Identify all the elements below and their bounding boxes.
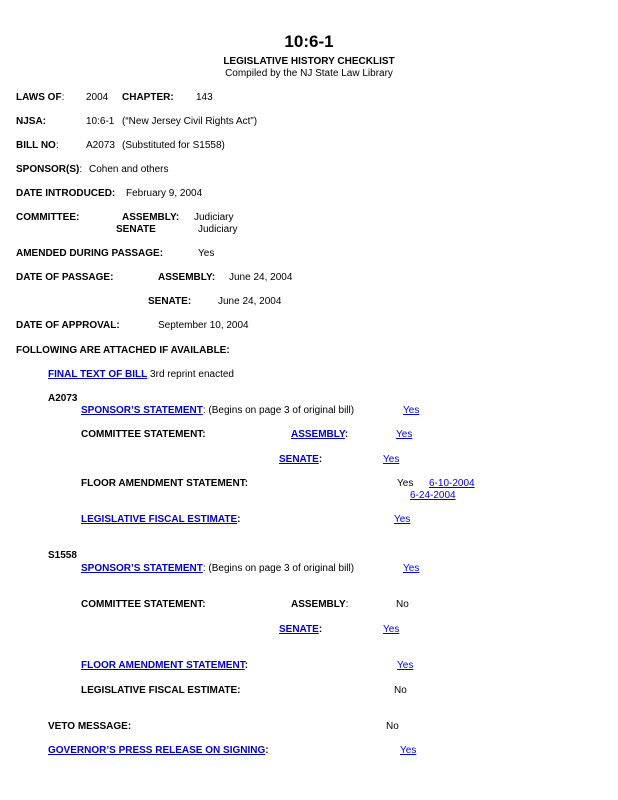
- a2073-senate-colon: :: [318, 454, 323, 465]
- s1558-senate-link[interactable]: SENATE: [279, 624, 319, 635]
- s1558-sponsor-statement-yes-link[interactable]: Yes: [403, 563, 420, 574]
- bill-no-label: BILL NO: [16, 140, 56, 151]
- s1558-floor-link[interactable]: FLOOR AMENDMENT STATEMENT: [81, 660, 245, 671]
- sponsors-label: SPONSOR(S): [16, 164, 80, 175]
- date-of-approval-label: DATE OF APPROVAL:: [16, 320, 120, 331]
- governor-row: [48, 745, 269, 757]
- a2073-sponsor-statement-link[interactable]: SPONSOR’S STATEMENT: [81, 405, 203, 416]
- laws-of-year: 2004: [86, 92, 109, 103]
- date-of-passage-label: DATE OF PASSAGE:: [16, 272, 114, 283]
- laws-of-colon: :: [61, 92, 65, 103]
- a2073-floor-date1-link[interactable]: 6-10-2004: [429, 478, 475, 489]
- s1558-assembly-colon: :: [345, 599, 349, 610]
- passage-senate-value: June 24, 2004: [218, 296, 282, 307]
- s1558-heading: S1558: [48, 550, 77, 561]
- date-introduced-value: February 9, 2004: [126, 188, 203, 199]
- a2073-sponsor-statement-row: [81, 405, 354, 417]
- bill-no-note: (Substituted for S1558): [122, 140, 225, 151]
- veto-label: VETO MESSAGE:: [48, 721, 132, 732]
- sponsors-colon: :: [79, 164, 83, 175]
- committee-senate-value: Judiciary: [198, 224, 238, 235]
- a2073-fiscal-colon: :: [237, 514, 241, 525]
- committee-senate-label: SENATE: [116, 224, 156, 235]
- s1558-fiscal-label: LEGISLATIVE FISCAL ESTIMATE:: [81, 685, 241, 696]
- amended-label: AMENDED DURING PASSAGE:: [16, 248, 164, 259]
- s1558-senate-row: [279, 624, 322, 636]
- bill-no-value: A2073: [86, 140, 115, 151]
- s1558-sponsor-statement-note: : (Begins on page 3 of original bill): [202, 563, 355, 574]
- passage-assembly-label: ASSEMBLY:: [158, 272, 216, 283]
- s1558-floor-yes-link[interactable]: Yes: [397, 660, 414, 671]
- chapter-label: CHAPTER:: [122, 92, 174, 103]
- chapter-value: 143: [196, 92, 213, 103]
- governor-colon: :: [265, 745, 269, 756]
- s1558-floor-row: [81, 660, 248, 672]
- a2073-assembly-yes-link[interactable]: Yes: [396, 429, 413, 440]
- a2073-assembly-row: [291, 429, 348, 441]
- final-text-note: 3rd reprint enacted: [150, 369, 234, 380]
- njsa-value: 10:6-1: [86, 116, 115, 127]
- a2073-senate-link[interactable]: SENATE: [279, 454, 319, 465]
- njsa-label: NJSA:: [16, 116, 47, 127]
- bill-no-row: [16, 140, 59, 152]
- a2073-fiscal-yes-link[interactable]: Yes: [394, 514, 411, 525]
- a2073-fiscal-row: [81, 514, 240, 526]
- following-heading: FOLLOWING ARE ATTACHED IF AVAILABLE:: [16, 345, 230, 356]
- laws-of-label: LAWS OF: [16, 92, 62, 103]
- a2073-assembly-link[interactable]: ASSEMBLY: [291, 429, 345, 440]
- a2073-senate-row: [279, 454, 322, 466]
- a2073-floor-date2-link[interactable]: 6-24-2004: [410, 490, 456, 501]
- committee-label: COMMITTEE:: [16, 212, 80, 223]
- a2073-fiscal-link[interactable]: LEGISLATIVE FISCAL ESTIMATE: [81, 514, 238, 525]
- final-text-link[interactable]: FINAL TEXT OF BILL: [48, 369, 148, 380]
- njsa-note: (“New Jersey Civil Rights Act”): [122, 116, 258, 127]
- date-of-approval-value: September 10, 2004: [158, 320, 249, 331]
- s1558-senate-yes-link[interactable]: Yes: [383, 624, 400, 635]
- compiled-by: Compiled by the NJ State Law Library: [225, 68, 393, 79]
- s1558-sponsor-statement-link[interactable]: SPONSOR’S STATEMENT: [81, 563, 203, 574]
- final-text-row: [48, 369, 234, 381]
- governor-yes-link[interactable]: Yes: [400, 745, 417, 756]
- passage-senate-label: SENATE:: [148, 296, 192, 307]
- a2073-heading: A2073: [48, 393, 78, 404]
- a2073-assembly-colon: :: [344, 429, 349, 440]
- a2073-floor-value: Yes: [397, 478, 414, 489]
- passage-assembly-value: June 24, 2004: [229, 272, 293, 283]
- amended-value: Yes: [198, 248, 215, 259]
- date-introduced-label: DATE INTRODUCED:: [16, 188, 116, 199]
- checklist-subtitle: LEGISLATIVE HISTORY CHECKLIST: [223, 56, 395, 67]
- a2073-sponsor-statement-note: : (Begins on page 3 of original bill): [202, 405, 355, 416]
- committee-assembly-label: ASSEMBLY:: [122, 212, 180, 223]
- committee-assembly-value: Judiciary: [194, 212, 234, 223]
- bill-no-colon: :: [55, 140, 59, 151]
- a2073-sponsor-statement-yes-link[interactable]: Yes: [403, 405, 420, 416]
- page-title: 10:6-1: [284, 32, 334, 51]
- s1558-senate-colon: :: [318, 624, 323, 635]
- s1558-sponsor-statement-row: [81, 563, 354, 575]
- a2073-floor-label: FLOOR AMENDMENT STATEMENT:: [81, 478, 249, 489]
- veto-value: No: [386, 721, 399, 732]
- s1558-committee-statement-label: COMMITTEE STATEMENT:: [81, 599, 206, 610]
- laws-of-row: [16, 92, 64, 104]
- a2073-committee-statement-label: COMMITTEE STATEMENT:: [81, 429, 206, 440]
- s1558-assembly-value: No: [396, 599, 409, 610]
- a2073-senate-yes-link[interactable]: Yes: [383, 454, 400, 465]
- governor-press-release-link[interactable]: GOVERNOR’S PRESS RELEASE ON SIGNING: [48, 745, 266, 756]
- s1558-assembly-row: [291, 599, 348, 611]
- s1558-floor-colon: :: [244, 660, 249, 671]
- s1558-fiscal-value: No: [394, 685, 407, 696]
- sponsors-row: [16, 164, 82, 176]
- sponsors-value: Cohen and others: [89, 164, 169, 175]
- s1558-assembly-label: ASSEMBLY: [291, 599, 346, 610]
